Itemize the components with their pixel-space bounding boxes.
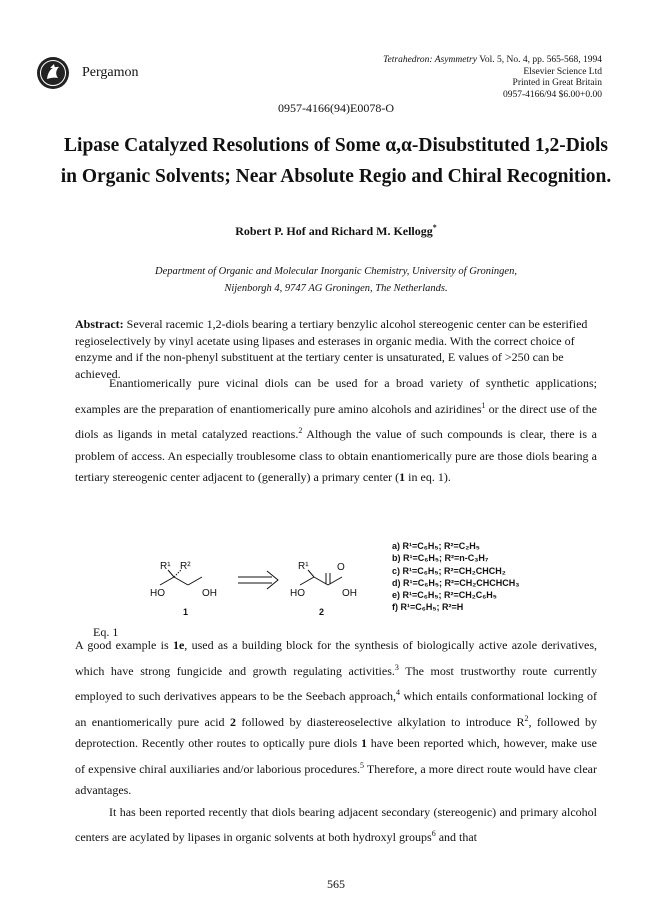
compound-ref: 2 [229, 714, 236, 729]
p2-text-b: , used as a building block for the synthesis of biologically active azole derivatives, which have strong fungicide and growth regulating activities. [75, 638, 597, 678]
issn: 0957-4166/94 $6.00+0.00 [502, 89, 602, 100]
p2-text-h: Therefore, a more direct route would have clear advantages. [75, 761, 598, 797]
substituent-a: a) R¹=C₆H₅; R²=C₂H₅ [392, 541, 480, 551]
c1-r2-label: R² [180, 561, 191, 572]
ref-6: 6 [431, 829, 436, 838]
equation-label: Eq. 1 [93, 625, 119, 639]
compound-ref: 1 [360, 736, 367, 750]
abstract-text: Several racemic 1,2-diols bearing a tertiary benzylic alcohol stereogenic center can be esterified regioselectively by vinyl acetate using lipases and esterases in organic media. With the correct choice of enzyme and if the non-phenyl substituent at the tertiary center is unsaturated, E values of >250 can be achieved. [75, 317, 588, 381]
abstract-label: Abstract: [75, 317, 124, 331]
p3-text-b: and that [435, 830, 478, 844]
c2-oh-label: OH [342, 588, 357, 599]
compound-ref: 1e [172, 638, 185, 652]
paragraph-3 [75, 802, 597, 849]
compound-1-number: 1 [183, 607, 189, 617]
p2-text-c: The most trustworthy route currently employed to such derivatives appears to be the Seebach approach, [75, 663, 598, 703]
paper-title [60, 130, 612, 192]
article-id: 0957-4166(94)E0078-O [278, 101, 394, 115]
paragraph-2 [75, 635, 597, 802]
title-line-2: in Organic Solvents; Near Absolute Regio and Chiral Recognition. [60, 166, 612, 187]
ref-2: 2 [298, 426, 303, 435]
paragraph-1 [75, 373, 597, 489]
p1-text-a: Enantiomerically pure vicinal diols can be used for a broad variety of synthetic applications; examples are the preparation of enantiomerically pure amino alcohols and aziridines [75, 376, 597, 416]
author-names: Robert P. Hof and Richard M. Kellogg [235, 224, 433, 238]
substituent-f: f) R¹=C₆H₅; R²=H [392, 602, 464, 613]
ref-5: 5 [360, 760, 364, 770]
journal-info [383, 55, 602, 101]
p2-text-a: A good example is [75, 638, 173, 652]
substituent-c: c) R¹=C₆H₅; R²=CH₂CHCH₂ [392, 565, 506, 576]
c1-r1-label: R¹ [160, 561, 171, 572]
authors [0, 223, 672, 239]
c1-ho-label: HO [150, 588, 165, 599]
p3-text-a: It has been reported recently that diols bearing adjacent secondary (stereogenic) and primary alcohol centers are acylated by lipases in organic solvents at both hydroxyl groups [75, 804, 597, 844]
c2-r1-label: R¹ [298, 561, 309, 572]
compound-2-number: 2 [319, 607, 325, 617]
c2-ho-label: HO [290, 588, 305, 599]
p1-text-c: Although the value of such compounds is clear, there is a problem of access. An especially troublesome class to obtain enantiomerically pure are those diols bearing a tertiary stereogenic center adjacent to (generally) a primary center ( [75, 427, 597, 484]
p1-text-b: or the direct use of the diols as ligands in metal catalyzed reactions. [75, 401, 597, 441]
journal-name: Tetrahedron: Asymmetry [383, 55, 477, 65]
affiliation-line-1: Department of Organic and Molecular Inorganic Chemistry, University of Groningen, [155, 266, 517, 277]
retrosynthesis-arrow [238, 571, 278, 589]
p2-text-e: followed by diastereoselective alkylation to introduce R [235, 714, 525, 729]
page-number: 565 [327, 877, 345, 891]
journal-citation [383, 55, 602, 67]
p2-text-f: , followed by deprotection. Recently other routes to optically pure diols [75, 714, 597, 750]
printed-in: Printed in Great Britain [512, 78, 602, 88]
substituent-list [392, 540, 519, 614]
pergamon-logo-icon [36, 56, 70, 90]
substituent-e: e) R¹=C₆H₅; R²=CH₂C₆H₅ [392, 590, 497, 601]
affiliation [100, 263, 572, 297]
substituent-d: d) R¹=C₆H₅; R²=CH₂CHCHCH₃ [392, 577, 520, 588]
compound-ref: 1 [399, 470, 406, 484]
c1-oh-label: OH [202, 588, 217, 599]
substituent-b: b) R¹=C₆H₅; R²=n-C₃H₇ [392, 553, 489, 564]
journal-volume: Vol. 5, No. 4, pp. 565-568, 1994 [479, 55, 602, 65]
p1-text-d: in eq. 1). [405, 470, 451, 484]
publisher-name: Pergamon [82, 65, 139, 80]
ref-1: 1 [481, 400, 486, 410]
corresponding-mark: * [432, 223, 437, 232]
p2-text-g: have been reported which, however, make use of expensive chiral auxiliaries and/or laborious procedures. [75, 736, 597, 776]
superscript: 2 [524, 713, 529, 723]
compound-2-structure [290, 561, 357, 617]
p2-text-d: which entails conformational locking of an enantiomerically pure acid [75, 689, 597, 729]
affiliation-line-2: Nijenborgh 4, 9747 AG Groningen, The Netherlands. [224, 283, 448, 294]
body-text [75, 635, 597, 849]
title-line-1: Lipase Catalyzed Resolutions of Some α,α-Disubstituted 1,2-Diols [64, 135, 608, 156]
publisher-logo [36, 56, 70, 90]
ref-3: 3 [394, 662, 399, 672]
compound-1-structure [150, 561, 217, 617]
copyright: Elsevier Science Ltd [523, 66, 602, 77]
ref-4: 4 [395, 688, 400, 697]
c2-o-label: O [337, 562, 345, 573]
